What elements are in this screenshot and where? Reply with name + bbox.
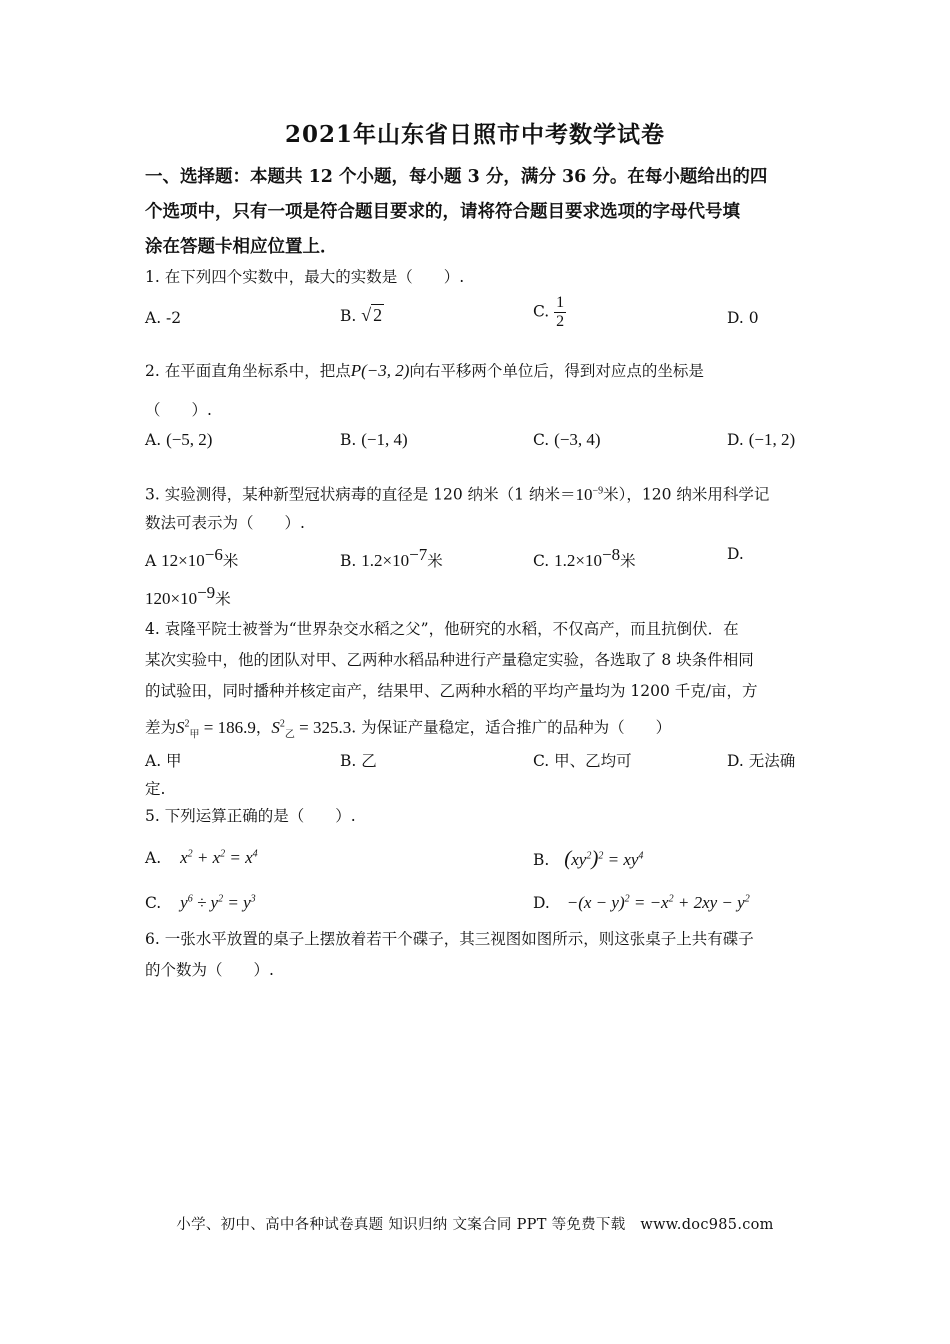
question-4-line-3: 的试验田，同时播种并核定亩产，结果甲、乙两种水稻的平均产量均为 1200 千克/亩，方 <box>145 682 758 700</box>
option-value: (−1, 4) <box>361 430 408 449</box>
variance-yi: $S^2_乙 = 325.3$ <box>271 717 352 741</box>
page-footer: 小学、初中、高中各种试卷真题 知识归纳 文案合同 PPT 等免费下载 www.doc985.com <box>176 1217 774 1233</box>
question-4-line-4: 差为$S^2_甲 = 186.9$，$S^2_乙 = 325.3$. 为保证产量稳定，适合推广的品种为（ ） <box>145 717 672 741</box>
variance-jia: $S^2_甲 = 186.9$ <box>176 717 256 741</box>
unit-text: 米 <box>215 590 231 609</box>
variance-value: = 186.9 <box>203 717 256 737</box>
option-label: C. <box>533 431 550 449</box>
sqrt-expression: √ 2 <box>361 305 383 325</box>
power-exponent: −9 <box>592 485 604 496</box>
section-line-2: 个选项中，只有一项是符合题目要求的，请将符合题目要求选项的字母代号填 <box>145 202 740 222</box>
question-2-stem-cont: （ ）. <box>145 401 212 419</box>
variance-value: = 325.3 <box>299 717 352 737</box>
stem-text: 差为 <box>145 718 177 737</box>
math-expression: $y^6 \div y^2 = y^3$ <box>180 893 256 912</box>
question-2-stem <box>145 355 815 387</box>
coefficient: 120×10 <box>145 589 198 609</box>
option-label: C. <box>533 552 550 571</box>
question-4-option-d-cont: 定. <box>145 780 166 798</box>
question-5-option-c <box>145 893 256 913</box>
option-label: A <box>145 552 157 571</box>
unit-text: 米 <box>620 552 636 571</box>
question-3-option-b <box>340 545 443 571</box>
option-label: A. <box>145 431 162 449</box>
question-4-option-d: D. 无法确 <box>727 752 796 770</box>
fraction <box>554 294 566 331</box>
question-3-option-a <box>145 545 238 571</box>
point-p: P(−3, 2) <box>350 361 410 380</box>
option-label: A. <box>145 849 162 867</box>
option-label: D. <box>533 894 550 912</box>
question-1-option-a: A. -2 <box>145 309 182 327</box>
question-5-stem: 5. 下列运算正确的是（ ）. <box>145 807 356 825</box>
coefficient: 1.2×10 <box>361 551 410 571</box>
option-label: B. <box>340 552 357 571</box>
power-exponent: −6 <box>204 545 223 564</box>
stem-text: . 为保证产量稳定，适合推广的品种为（ ） <box>351 718 672 737</box>
power-exponent: −7 <box>409 545 428 564</box>
question-6-line-1: 6. 一张水平放置的桌子上摆放着若干个碟子，其三视图如图所示，则这张桌子上共有碟子 <box>145 930 754 948</box>
option-value: (−1, 2) <box>748 430 796 449</box>
question-4-option-b: B. 乙 <box>340 752 377 770</box>
question-4-line-1: 4. 袁隆平院士被誉为“世界杂交水稻之父”，他研究的水稻，不仅高产，而且抗倒伏．在 <box>145 620 739 638</box>
unit-expression <box>575 485 603 504</box>
math-expression: $x^2 + x^2 = x^4$ <box>180 848 258 867</box>
radicand: 2 <box>373 305 383 325</box>
option-label: B. <box>340 431 357 449</box>
stem-text: 向右平移两个单位后，得到对应点的坐标是 <box>409 362 704 380</box>
question-3-option-c <box>533 545 636 571</box>
option-value: (−3, 4) <box>554 430 601 449</box>
question-1-stem: 1. 在下列四个实数中，最大的实数是（ ）. <box>145 268 465 286</box>
question-2-option-d <box>727 430 795 450</box>
question-1-option-d: D. 0 <box>727 309 759 327</box>
question-2-option-b <box>340 430 408 450</box>
option-value: (−5, 2) <box>166 430 213 449</box>
question-3-option-d <box>145 583 231 609</box>
question-6-line-2: 的个数为（ ）. <box>145 961 274 979</box>
page-title: 2021年山东省日照市中考数学试卷 <box>284 121 665 148</box>
question-4-line-2: 某次实验中，他的团队对甲、乙两种水稻品种进行产量稳定实验，各选取了 8 块条件相同 <box>145 651 754 669</box>
question-1-option-b <box>340 305 384 326</box>
variance-subscript: 甲 <box>189 729 200 741</box>
math-expression: $-(x - y)^2 = -x^2 + 2xy - y^2$ <box>566 893 750 912</box>
unit-text: 米 <box>427 552 443 571</box>
option-label: B. <box>533 851 550 869</box>
option-label: C. <box>145 894 162 912</box>
section-line-1: 一、选择题：本题共 12 个小题，每小题 3 分，满分 36 分。在每小题给出的四 <box>145 167 768 187</box>
variance-subscript: 乙 <box>284 729 295 741</box>
question-1-option-c <box>533 294 566 331</box>
stem-text: 2. 在平面直角坐标系中，把点 <box>145 362 351 380</box>
question-2-option-c <box>533 430 601 450</box>
question-3-option-d-label: D. <box>727 545 744 563</box>
question-2-option-a <box>145 430 212 450</box>
fraction-numerator: 1 <box>556 294 565 311</box>
power-base: 10 <box>575 484 593 504</box>
question-5-option-a <box>145 848 258 868</box>
question-3-stem <box>145 475 815 511</box>
fraction-denominator: 2 <box>556 313 565 330</box>
option-label: B. <box>340 307 357 325</box>
question-5-option-d <box>533 893 750 913</box>
coefficient: 1.2×10 <box>554 551 603 571</box>
stem-text: 米），120 纳米用科学记 <box>603 485 770 504</box>
math-expression: $(xy^2)^2 = xy^4$ <box>564 846 644 870</box>
option-label: C. <box>533 302 550 321</box>
section-line-3: 涂在答题卡相应位置上． <box>145 237 338 257</box>
question-3-stem-cont: 数法可表示为（ ）. <box>145 514 305 532</box>
question-4-option-a: A. 甲 <box>145 752 182 770</box>
section-heading <box>145 160 815 265</box>
option-label: D. <box>727 431 744 449</box>
power-exponent: −8 <box>602 545 621 564</box>
power-exponent: −9 <box>197 583 216 602</box>
stem-text: 3. 实验测得，某种新型冠状病毒的直径是 120 纳米（1 纳米＝ <box>145 485 576 504</box>
unit-text: 米 <box>222 552 239 571</box>
coefficient: 12×10 <box>161 551 205 571</box>
question-5-option-b <box>533 846 643 871</box>
question-4-option-c: C. 甲、乙均可 <box>533 752 632 770</box>
